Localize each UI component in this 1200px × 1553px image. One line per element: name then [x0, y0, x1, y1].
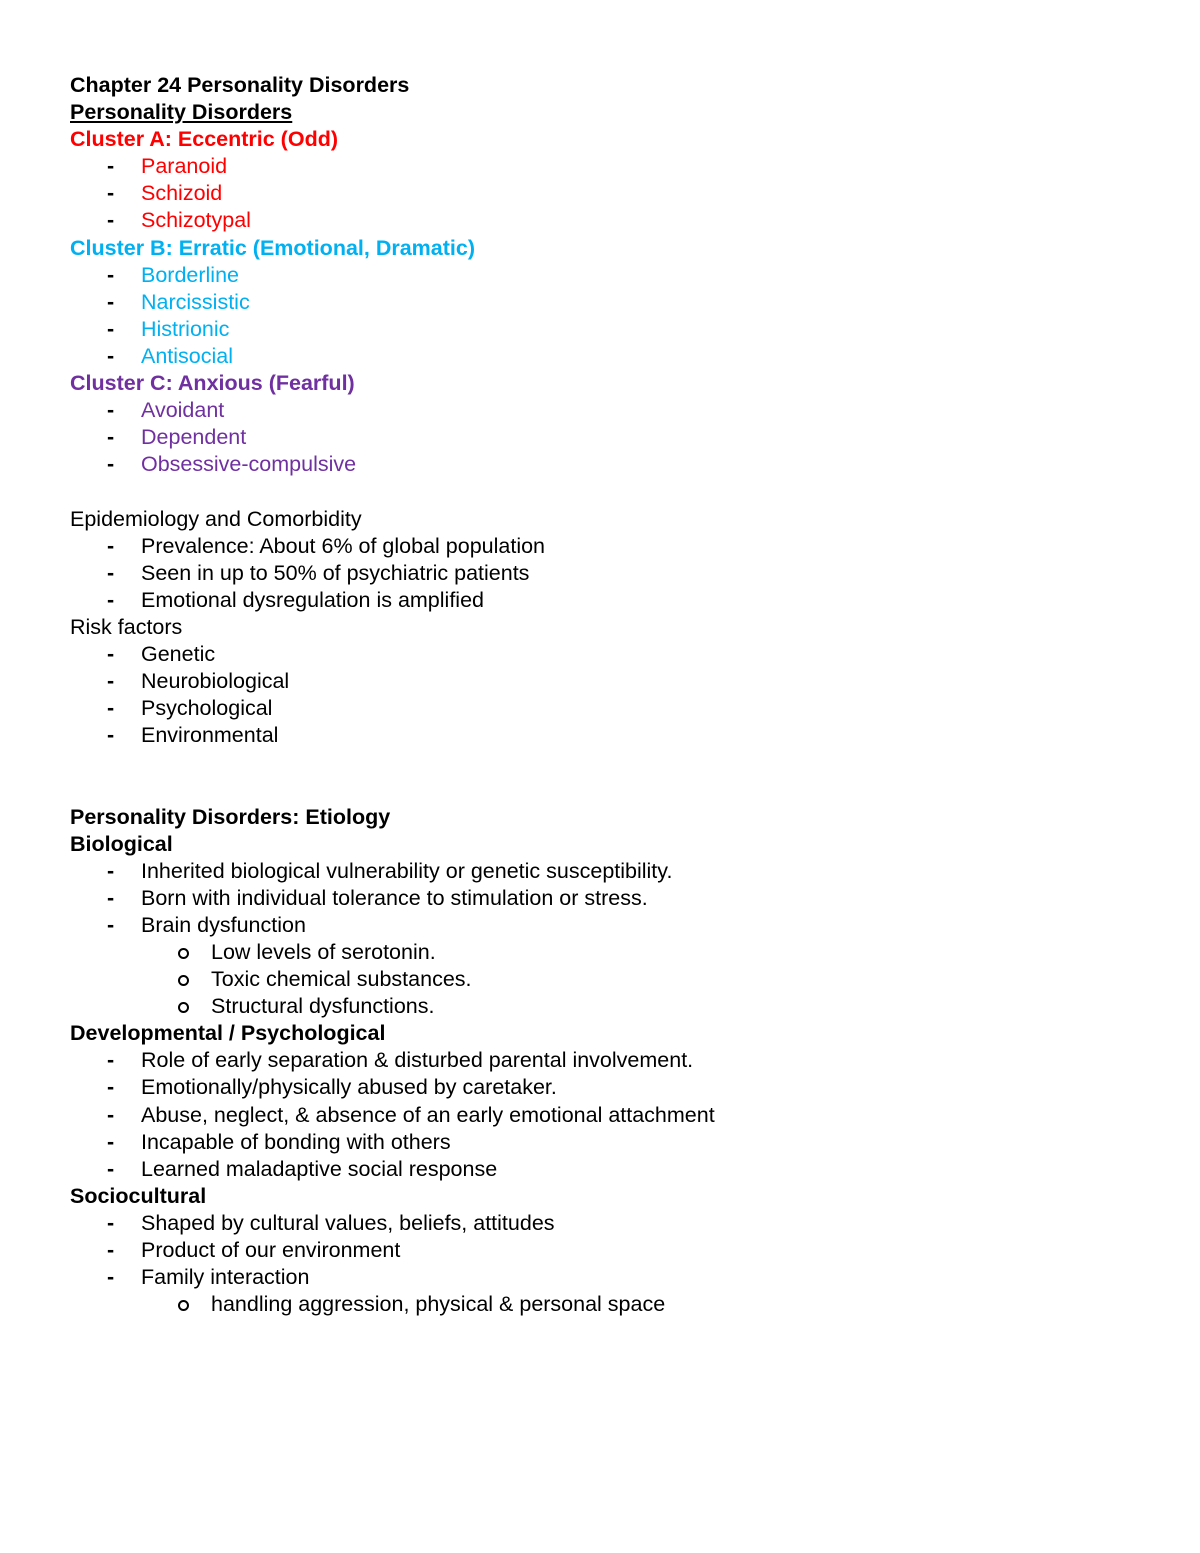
list-item: - Product of our environment: [70, 1237, 1150, 1264]
sub-list-item: Structural dysfunctions.: [70, 993, 1150, 1020]
dash-bullet-icon: -: [107, 641, 115, 666]
dash-bullet-icon: -: [107, 560, 115, 585]
dash-bullet-icon: -: [107, 1075, 115, 1100]
list-item: - Role of early separation & disturbed parental involvement.: [70, 1047, 1150, 1074]
list-item: - Schizoid: [70, 180, 1150, 207]
biological-heading: Biological: [70, 831, 173, 856]
circle-bullet-icon: [178, 1300, 189, 1311]
cluster-b-heading: Cluster B: Erratic (Emotional, Dramatic): [70, 235, 476, 260]
blank-line: [70, 749, 1150, 776]
dash-bullet-icon: -: [107, 885, 115, 910]
dash-bullet-icon: -: [107, 208, 115, 233]
etiology-heading: Personality Disorders: Etiology: [70, 804, 391, 829]
blank-line: [70, 478, 1150, 505]
circle-bullet-icon: [178, 975, 189, 986]
circle-bullet-icon: [178, 948, 189, 959]
list-item: - Emotionally/physically abused by caretaker.: [70, 1074, 1150, 1101]
circle-bullet-icon: [178, 1002, 189, 1013]
list-item: - Incapable of bonding with others: [70, 1129, 1150, 1156]
dash-bullet-icon: -: [107, 669, 115, 694]
list-item: - Born with individual tolerance to stimulation or stress.: [70, 885, 1150, 912]
sub-list-item: Low levels of serotonin.: [70, 939, 1150, 966]
document-title: Chapter 24 Personality Disorders: [70, 73, 410, 97]
dash-bullet-icon: -: [107, 1048, 115, 1073]
risk-factors-heading: Risk factors: [70, 614, 183, 639]
cluster-a-heading: Cluster A: Eccentric (Odd): [70, 127, 338, 152]
epidemiology-heading: Epidemiology and Comorbidity: [70, 506, 362, 531]
dash-bullet-icon: -: [107, 181, 115, 206]
dash-bullet-icon: -: [107, 262, 115, 287]
section-heading: Personality Disorders: [70, 100, 293, 125]
list-item: - Shaped by cultural values, beliefs, attitudes: [70, 1210, 1150, 1237]
dash-bullet-icon: -: [107, 1129, 115, 1154]
list-item: - Histrionic: [70, 316, 1150, 343]
dash-bullet-icon: -: [107, 696, 115, 721]
dash-bullet-icon: -: [107, 154, 115, 179]
list-item: - Dependent: [70, 424, 1150, 451]
dash-bullet-icon: -: [107, 452, 115, 477]
dash-bullet-icon: -: [107, 533, 115, 558]
list-item: - Paranoid: [70, 153, 1150, 180]
list-item: - Inherited biological vulnerability or genetic susceptibility.: [70, 858, 1150, 885]
sociocultural-heading: Sociocultural: [70, 1183, 207, 1208]
dash-bullet-icon: -: [107, 425, 115, 450]
list-item: - Seen in up to 50% of psychiatric patients: [70, 560, 1150, 587]
list-item: - Psychological: [70, 695, 1150, 722]
list-item: - Environmental: [70, 722, 1150, 749]
dash-bullet-icon: -: [107, 1210, 115, 1235]
document-page: [70, 72, 1150, 1318]
list-item: - Family interaction: [70, 1264, 1150, 1291]
sub-list-item: Toxic chemical substances.: [70, 966, 1150, 993]
dash-bullet-icon: -: [107, 1156, 115, 1181]
list-item: - Prevalence: About 6% of global population: [70, 533, 1150, 560]
list-item: - Narcissistic: [70, 289, 1150, 316]
list-item: - Borderline: [70, 262, 1150, 289]
list-item: - Brain dysfunction: [70, 912, 1150, 939]
dash-bullet-icon: -: [107, 1238, 115, 1263]
dash-bullet-icon: -: [107, 1102, 115, 1127]
list-item: - Avoidant: [70, 397, 1150, 424]
dash-bullet-icon: -: [107, 316, 115, 341]
cluster-c-heading: Cluster C: Anxious (Fearful): [70, 371, 355, 396]
list-item: - Neurobiological: [70, 668, 1150, 695]
dash-bullet-icon: -: [107, 398, 115, 423]
sub-list-item: handling aggression, physical & personal space: [70, 1291, 1150, 1318]
dash-bullet-icon: -: [107, 912, 115, 937]
list-item: - Obsessive-compulsive: [70, 451, 1150, 478]
dash-bullet-icon: -: [107, 858, 115, 883]
blank-line: [70, 776, 1150, 803]
list-item: - Schizotypal: [70, 207, 1150, 234]
list-item: - Emotional dysregulation is amplified: [70, 587, 1150, 614]
list-item: - Antisocial: [70, 343, 1150, 370]
list-item: - Genetic: [70, 641, 1150, 668]
dash-bullet-icon: -: [107, 343, 115, 368]
developmental-heading: Developmental / Psychological: [70, 1021, 386, 1046]
list-item: - Learned maladaptive social response: [70, 1156, 1150, 1183]
list-item: - Abuse, neglect, & absence of an early emotional attachment: [70, 1102, 1150, 1129]
dash-bullet-icon: -: [107, 289, 115, 314]
dash-bullet-icon: -: [107, 723, 115, 748]
dash-bullet-icon: -: [107, 587, 115, 612]
dash-bullet-icon: -: [107, 1265, 115, 1290]
